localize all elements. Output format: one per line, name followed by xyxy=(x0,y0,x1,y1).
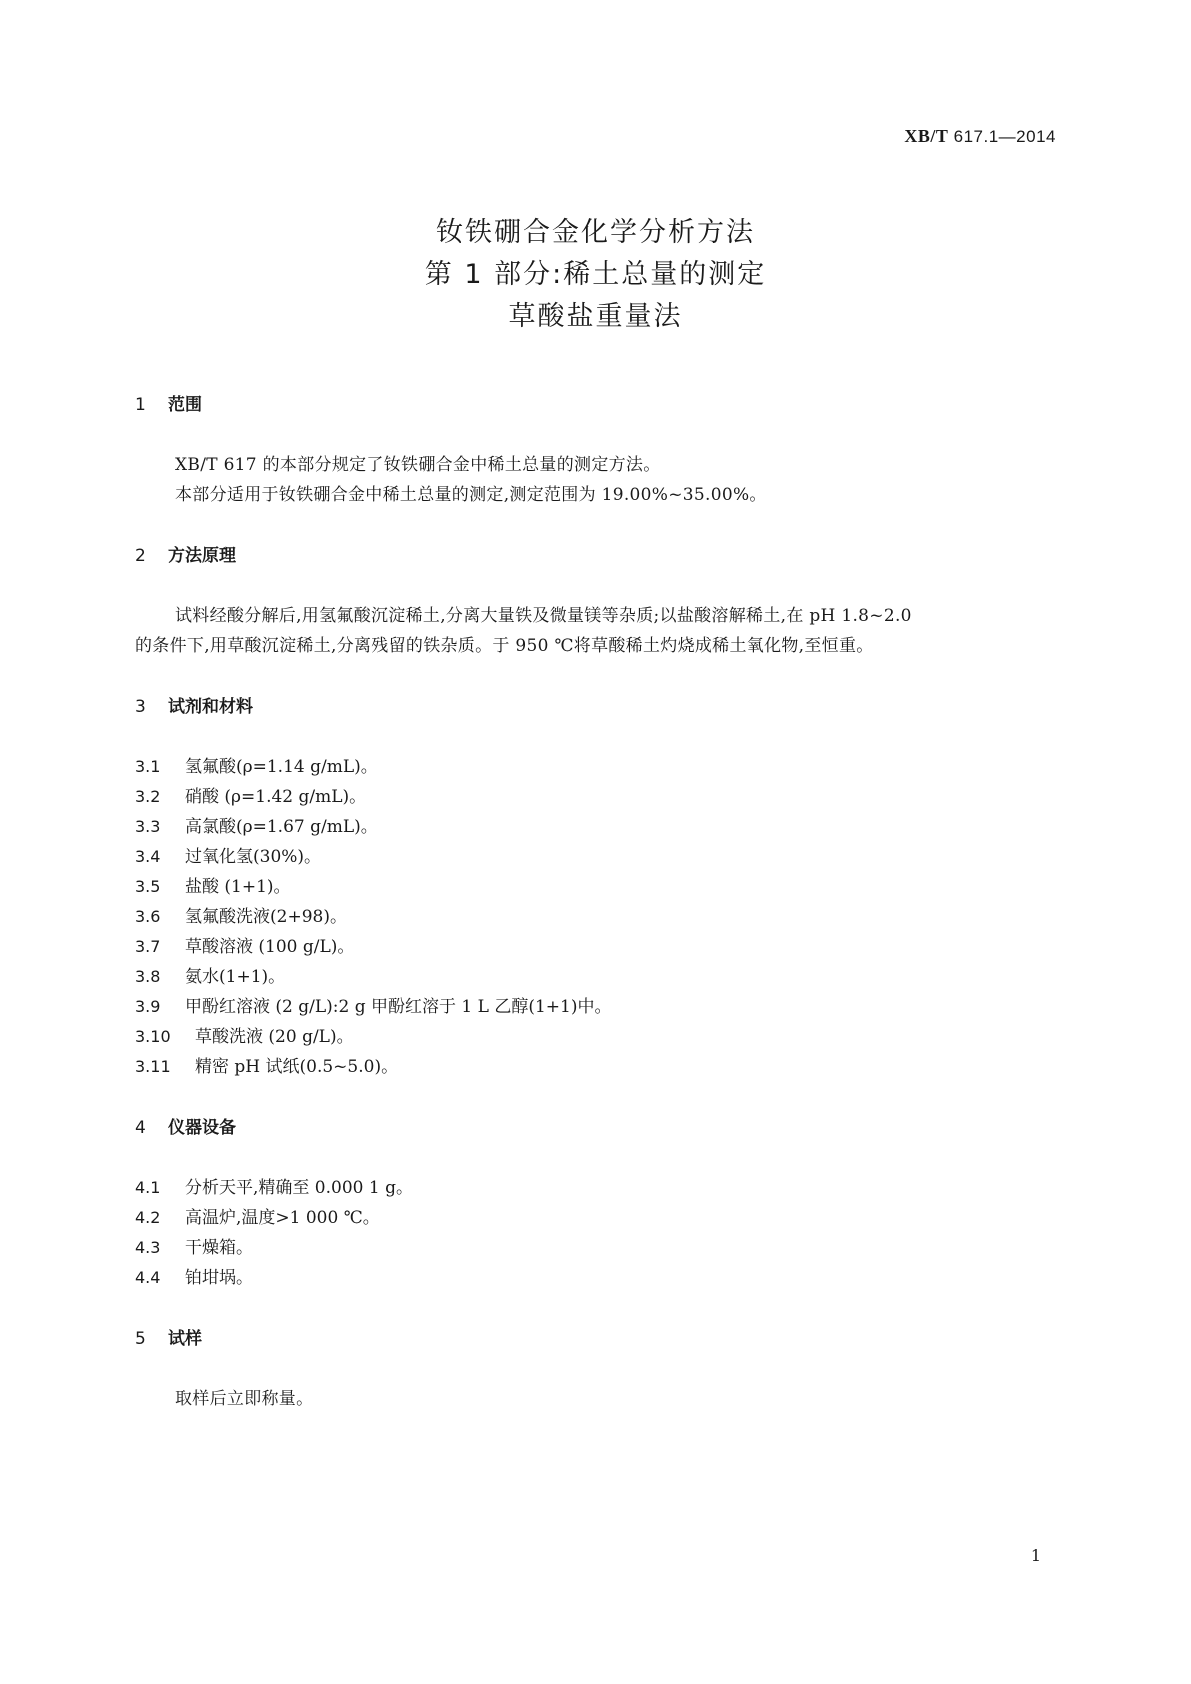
item-text: 甲酚红溶液 (2 g/L):2 g 甲酚红溶于 1 L 乙醇(1+1)中。 xyxy=(185,997,612,1017)
item-text: 铂坩埚。 xyxy=(185,1268,253,1288)
standard-code xyxy=(904,126,1056,147)
section-title: 方法原理 xyxy=(168,546,236,566)
item-text: 硝酸 (ρ=1.42 g/mL)。 xyxy=(185,787,367,807)
list-item xyxy=(135,909,347,926)
section-number: 4 xyxy=(135,1118,146,1138)
item-text: 氢氟酸洗液(2+98)。 xyxy=(185,907,347,927)
item-number: 3.10 xyxy=(135,1027,171,1046)
section-number: 1 xyxy=(135,395,146,415)
item-text: 高氯酸(ρ=1.67 g/mL)。 xyxy=(185,817,378,837)
item-number: 3.2 xyxy=(135,787,161,806)
item-text: 草酸洗液 (20 g/L)。 xyxy=(195,1027,354,1047)
item-text: 氢氟酸(ρ=1.14 g/mL)。 xyxy=(185,757,378,777)
list-item xyxy=(135,1270,253,1287)
document-title-line-1: 钕铁硼合金化学分析方法 xyxy=(436,217,755,248)
list-item xyxy=(135,819,378,836)
section-5-paragraph: 取样后立即称量。 xyxy=(175,1389,314,1409)
section-number: 5 xyxy=(135,1329,146,1349)
list-item xyxy=(135,939,354,956)
section-2-heading xyxy=(135,548,236,565)
item-number: 4.2 xyxy=(135,1208,161,1227)
item-text: 过氧化氢(30%)。 xyxy=(185,847,322,867)
list-item xyxy=(135,1180,413,1197)
section-number: 3 xyxy=(135,697,146,717)
section-1-paragraph-1: XB/T 617 的本部分规定了钕铁硼合金中稀土总量的测定方法。 xyxy=(175,455,661,475)
section-2-paragraph-line-1: 试料经酸分解后,用氢氟酸沉淀稀土,分离大量铁及微量镁等杂质;以盐酸溶解稀土,在 pH 1.8~2.0 xyxy=(175,606,912,626)
item-number: 4.1 xyxy=(135,1178,161,1197)
item-text: 氨水(1+1)。 xyxy=(185,967,286,987)
item-number: 3.5 xyxy=(135,877,161,896)
list-item xyxy=(135,789,366,806)
item-number: 3.11 xyxy=(135,1057,171,1076)
section-title: 试剂和材料 xyxy=(168,697,253,717)
item-text: 高温炉,温度>1 000 ℃。 xyxy=(185,1208,380,1228)
section-1-heading xyxy=(135,397,202,414)
item-number: 3.7 xyxy=(135,937,161,956)
document-title-line-2: 第 1 部分:稀土总量的测定 xyxy=(424,259,767,290)
list-item xyxy=(135,879,291,896)
list-item xyxy=(135,1210,380,1227)
section-4-heading xyxy=(135,1120,236,1137)
standard-code-number: 617.1—2014 xyxy=(953,127,1056,146)
list-item xyxy=(135,759,378,776)
item-number: 3.8 xyxy=(135,967,161,986)
document-title-line-3: 草酸盐重量法 xyxy=(508,301,683,332)
item-text: 盐酸 (1+1)。 xyxy=(185,877,291,897)
list-item xyxy=(135,1029,354,1046)
page-number: 1 xyxy=(1030,1546,1041,1565)
section-title: 范围 xyxy=(168,395,202,415)
item-number: 3.9 xyxy=(135,997,161,1016)
item-text: 草酸溶液 (100 g/L)。 xyxy=(185,937,355,957)
list-item xyxy=(135,999,611,1016)
section-number: 2 xyxy=(135,546,146,566)
standard-code-prefix: XB/T xyxy=(904,126,949,146)
item-number: 3.1 xyxy=(135,757,161,776)
item-number: 4.3 xyxy=(135,1238,161,1257)
item-number: 3.3 xyxy=(135,817,161,836)
item-number: 3.4 xyxy=(135,847,161,866)
section-title: 试样 xyxy=(168,1329,202,1349)
item-number: 3.6 xyxy=(135,907,161,926)
list-item xyxy=(135,1240,253,1257)
section-2-paragraph-line-2: 的条件下,用草酸沉淀稀土,分离残留的铁杂质。于 950 ℃将草酸稀土灼烧成稀土氧化物,至恒重。 xyxy=(135,636,874,656)
section-title: 仪器设备 xyxy=(168,1118,236,1138)
item-number: 4.4 xyxy=(135,1268,161,1287)
item-text: 精密 pH 试纸(0.5~5.0)。 xyxy=(195,1057,399,1077)
list-item xyxy=(135,969,285,986)
list-item xyxy=(135,849,321,866)
section-5-heading xyxy=(135,1331,202,1348)
section-3-heading xyxy=(135,699,253,716)
section-1-paragraph-2: 本部分适用于钕铁硼合金中稀土总量的测定,测定范围为 19.00%~35.00%。 xyxy=(175,485,767,505)
list-item xyxy=(135,1059,398,1076)
item-text: 干燥箱。 xyxy=(185,1238,253,1258)
item-text: 分析天平,精确至 0.000 1 g。 xyxy=(185,1178,413,1198)
